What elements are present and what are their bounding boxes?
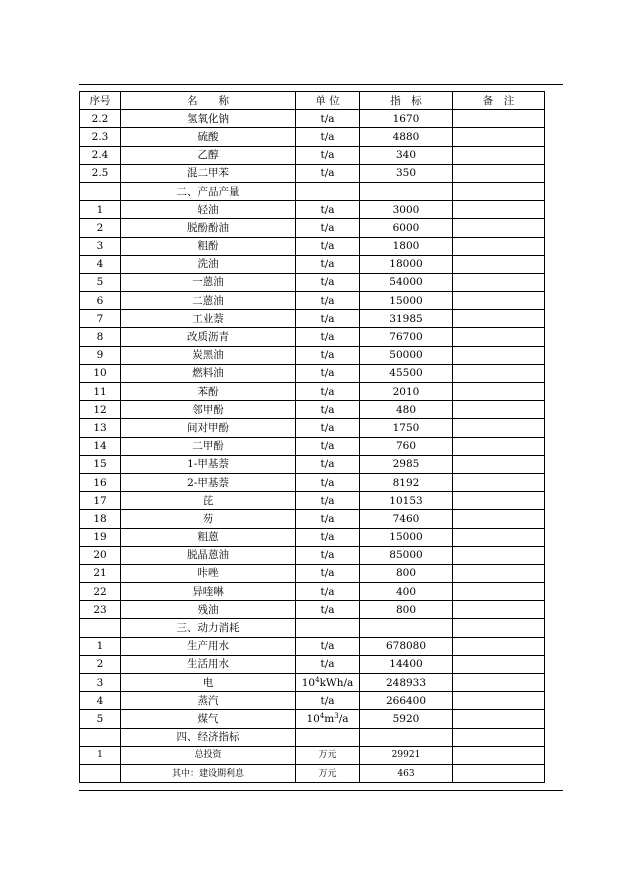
cell-value: 678080 — [360, 637, 453, 655]
cell-no — [80, 182, 121, 200]
table-row — [80, 492, 545, 510]
header-unit: 单 位 — [296, 92, 360, 110]
cell-no: 7 — [80, 310, 121, 328]
cell-note — [453, 255, 545, 273]
cell-no: 2.2 — [80, 110, 121, 128]
cell-name: 异喹啉 — [121, 583, 296, 601]
cell-note — [453, 383, 545, 401]
cell-unit: t/a — [296, 655, 360, 673]
cell-unit — [296, 182, 360, 200]
table-row — [80, 437, 545, 455]
cell-no: 22 — [80, 583, 121, 601]
indicator-table — [79, 91, 545, 783]
cell-no: 23 — [80, 601, 121, 619]
cell-name: 二、产品产量 — [121, 182, 296, 200]
table-row — [80, 655, 545, 673]
cell-no: 1 — [80, 201, 121, 219]
cell-unit: t/a — [296, 473, 360, 491]
cell-note — [453, 528, 545, 546]
header-name: 名 称 — [121, 92, 296, 110]
cell-name: 脱晶蒽油 — [121, 546, 296, 564]
cell-value: 31985 — [360, 310, 453, 328]
cell-unit: t/a — [296, 346, 360, 364]
cell-no: 17 — [80, 492, 121, 510]
table-row — [80, 201, 545, 219]
table-row — [80, 383, 545, 401]
cell-name: 氢氧化钠 — [121, 110, 296, 128]
cell-value: 50000 — [360, 346, 453, 364]
cell-note — [453, 728, 545, 746]
cell-note — [453, 437, 545, 455]
unit-unit-suffix: kWh/a — [319, 676, 354, 689]
cell-name: 二甲酚 — [121, 437, 296, 455]
cell-name: 燃料油 — [121, 364, 296, 382]
cell-unit: t/a — [296, 237, 360, 255]
table-row — [80, 110, 545, 128]
cell-name: 生活用水 — [121, 655, 296, 673]
table-row — [80, 182, 545, 200]
cell-note — [453, 219, 545, 237]
cell-no: 16 — [80, 473, 121, 491]
table-row — [80, 764, 545, 782]
cell-note — [453, 546, 545, 564]
cell-unit — [296, 619, 360, 637]
cell-note — [453, 182, 545, 200]
cell-value: 3000 — [360, 201, 453, 219]
cell-no: 1 — [80, 637, 121, 655]
cell-no: 5 — [80, 273, 121, 291]
cell-note — [453, 492, 545, 510]
cell-name: 芘 — [121, 492, 296, 510]
cell-name: 总投资 — [121, 746, 296, 764]
cell-note — [453, 655, 545, 673]
cell-note — [453, 473, 545, 491]
cell-value: 760 — [360, 437, 453, 455]
cell-note — [453, 292, 545, 310]
cell-value: 463 — [360, 764, 453, 782]
table-row — [80, 455, 545, 473]
cell-unit: 万元 — [296, 746, 360, 764]
cell-no: 1 — [80, 746, 121, 764]
cell-value: 400 — [360, 583, 453, 601]
cell-name: 煤气 — [121, 710, 296, 728]
cell-value: 85000 — [360, 546, 453, 564]
cell-name: 炭黑油 — [121, 346, 296, 364]
cell-unit: t/a — [296, 546, 360, 564]
cell-value: 7460 — [360, 510, 453, 528]
cell-unit — [296, 710, 360, 728]
cell-name: 洗油 — [121, 255, 296, 273]
table-row — [80, 510, 545, 528]
cell-unit: t/a — [296, 528, 360, 546]
cell-name: 生产用水 — [121, 637, 296, 655]
cell-value: 800 — [360, 564, 453, 582]
cell-unit: t/a — [296, 401, 360, 419]
cell-value: 15000 — [360, 292, 453, 310]
cell-unit: t/a — [296, 492, 360, 510]
cell-no: 3 — [80, 674, 121, 692]
cell-note — [453, 128, 545, 146]
cell-value: 29921 — [360, 746, 453, 764]
cell-unit: t/a — [296, 110, 360, 128]
cell-name: 蒸汽 — [121, 692, 296, 710]
table-row — [80, 164, 545, 182]
cell-value: 340 — [360, 146, 453, 164]
cell-value: 2010 — [360, 383, 453, 401]
cell-note — [453, 201, 545, 219]
cell-name: 四、经济指标 — [121, 728, 296, 746]
table-row — [80, 146, 545, 164]
cell-no: 11 — [80, 383, 121, 401]
cell-no: 8 — [80, 328, 121, 346]
cell-note — [453, 455, 545, 473]
cell-name: 二蒽油 — [121, 292, 296, 310]
cell-name: 乙醇 — [121, 146, 296, 164]
cell-value — [360, 619, 453, 637]
unit-unit-sup: 4 — [315, 675, 320, 684]
cell-name: 电 — [121, 674, 296, 692]
cell-name: 粗蒽 — [121, 528, 296, 546]
cell-no: 2 — [80, 219, 121, 237]
header-value: 指 标 — [360, 92, 453, 110]
table-row — [80, 255, 545, 273]
table-row — [80, 364, 545, 382]
table-row — [80, 528, 545, 546]
table-row — [80, 746, 545, 764]
cell-name: 苯酚 — [121, 383, 296, 401]
cell-note — [453, 692, 545, 710]
cell-unit — [296, 674, 360, 692]
table-row — [80, 219, 545, 237]
cell-no: 13 — [80, 419, 121, 437]
table-row — [80, 346, 545, 364]
table-row — [80, 292, 545, 310]
table-row — [80, 601, 545, 619]
cell-note — [453, 146, 545, 164]
cell-unit: t/a — [296, 692, 360, 710]
cell-value: 10153 — [360, 492, 453, 510]
cell-note — [453, 583, 545, 601]
cell-unit: t/a — [296, 328, 360, 346]
cell-name: 工业萘 — [121, 310, 296, 328]
cell-no: 10 — [80, 364, 121, 382]
cell-name: 混二甲苯 — [121, 164, 296, 182]
cell-unit: t/a — [296, 637, 360, 655]
cell-no: 14 — [80, 437, 121, 455]
cell-no: 9 — [80, 346, 121, 364]
table-row — [80, 310, 545, 328]
unit-unit-sup: 4 — [319, 711, 325, 720]
cell-name: 1-甲基萘 — [121, 455, 296, 473]
cell-name: 间对甲酚 — [121, 419, 296, 437]
cell-name: 残油 — [121, 601, 296, 619]
cell-value: 5920 — [360, 710, 453, 728]
cell-note — [453, 710, 545, 728]
table-row — [80, 237, 545, 255]
cell-name: 轻油 — [121, 201, 296, 219]
cell-note — [453, 419, 545, 437]
cell-note — [453, 637, 545, 655]
unit-unit-suffix: /a — [338, 712, 349, 725]
cell-name: 一蒽油 — [121, 273, 296, 291]
table-row — [80, 473, 545, 491]
table-row — [80, 710, 545, 728]
table-row — [80, 692, 545, 710]
cell-value: 266400 — [360, 692, 453, 710]
cell-value: 45500 — [360, 364, 453, 382]
cell-unit: t/a — [296, 219, 360, 237]
cell-note — [453, 110, 545, 128]
cell-value: 15000 — [360, 528, 453, 546]
unit-unit-base: 10 — [306, 712, 320, 725]
cell-value — [360, 182, 453, 200]
cell-value: 4880 — [360, 128, 453, 146]
cell-note — [453, 364, 545, 382]
cell-unit: t/a — [296, 383, 360, 401]
cell-name: 邻甲酚 — [121, 401, 296, 419]
cell-value: 480 — [360, 401, 453, 419]
footer-rule — [79, 790, 563, 791]
cell-note — [453, 746, 545, 764]
cell-unit: t/a — [296, 419, 360, 437]
cell-unit: t/a — [296, 310, 360, 328]
cell-value: 350 — [360, 164, 453, 182]
cell-unit: t/a — [296, 583, 360, 601]
cell-name: 三、动力消耗 — [121, 619, 296, 637]
cell-value: 6000 — [360, 219, 453, 237]
cell-note — [453, 164, 545, 182]
cell-value: 1670 — [360, 110, 453, 128]
cell-unit: t/a — [296, 455, 360, 473]
cell-note — [453, 564, 545, 582]
cell-note — [453, 619, 545, 637]
cell-unit: t/a — [296, 255, 360, 273]
cell-note — [453, 401, 545, 419]
cell-no: 21 — [80, 564, 121, 582]
cell-name: 咔唑 — [121, 564, 296, 582]
cell-note — [453, 346, 545, 364]
cell-unit: t/a — [296, 601, 360, 619]
table-row — [80, 328, 545, 346]
table-row — [80, 273, 545, 291]
cell-value: 8192 — [360, 473, 453, 491]
cell-unit: t/a — [296, 364, 360, 382]
table-row — [80, 619, 545, 637]
cell-note — [453, 237, 545, 255]
cell-value: 76700 — [360, 328, 453, 346]
cell-name: 硫酸 — [121, 128, 296, 146]
cell-no: 2.3 — [80, 128, 121, 146]
cell-name: 2-甲基萘 — [121, 473, 296, 491]
cell-name: 脱酚酚油 — [121, 219, 296, 237]
cell-value: 1750 — [360, 419, 453, 437]
cell-value: 54000 — [360, 273, 453, 291]
cell-value: 2985 — [360, 455, 453, 473]
cell-note — [453, 273, 545, 291]
cell-name: 改质沥青 — [121, 328, 296, 346]
header-rule — [79, 84, 563, 85]
cell-no — [80, 764, 121, 782]
cell-no: 4 — [80, 692, 121, 710]
cell-unit: t/a — [296, 164, 360, 182]
cell-no: 6 — [80, 292, 121, 310]
unit-unit-sup2: 3 — [334, 711, 339, 720]
cell-no: 15 — [80, 455, 121, 473]
cell-value: 1800 — [360, 237, 453, 255]
cell-unit: t/a — [296, 292, 360, 310]
cell-unit: 万元 — [296, 764, 360, 782]
table-row — [80, 546, 545, 564]
cell-no — [80, 619, 121, 637]
cell-unit: t/a — [296, 564, 360, 582]
cell-no: 4 — [80, 255, 121, 273]
cell-unit: t/a — [296, 201, 360, 219]
cell-unit: t/a — [296, 146, 360, 164]
table-row — [80, 128, 545, 146]
cell-note — [453, 674, 545, 692]
cell-note — [453, 310, 545, 328]
cell-name: 其中：建设期利息 — [121, 764, 296, 782]
cell-value: 14400 — [360, 655, 453, 673]
cell-value: 800 — [360, 601, 453, 619]
cell-note — [453, 510, 545, 528]
unit-unit-base: 10 — [301, 676, 316, 689]
cell-no: 20 — [80, 546, 121, 564]
table-header-row — [80, 92, 545, 110]
cell-unit: t/a — [296, 437, 360, 455]
cell-note — [453, 601, 545, 619]
cell-no: 19 — [80, 528, 121, 546]
cell-unit: t/a — [296, 510, 360, 528]
table-row — [80, 419, 545, 437]
table-row — [80, 564, 545, 582]
header-note: 备 注 — [453, 92, 545, 110]
unit-unit-mid: m — [324, 712, 335, 725]
table-row — [80, 637, 545, 655]
cell-no: 2.4 — [80, 146, 121, 164]
cell-note — [453, 764, 545, 782]
cell-no: 2.5 — [80, 164, 121, 182]
cell-value — [360, 728, 453, 746]
cell-note — [453, 328, 545, 346]
table-row — [80, 583, 545, 601]
cell-no: 2 — [80, 655, 121, 673]
table-row — [80, 728, 545, 746]
cell-unit — [296, 728, 360, 746]
cell-value: 248933 — [360, 674, 453, 692]
cell-no: 5 — [80, 710, 121, 728]
header-no: 序号 — [80, 92, 121, 110]
cell-name: 芴 — [121, 510, 296, 528]
cell-no: 18 — [80, 510, 121, 528]
cell-no: 3 — [80, 237, 121, 255]
cell-no: 12 — [80, 401, 121, 419]
table-row — [80, 401, 545, 419]
table-row — [80, 674, 545, 692]
cell-no — [80, 728, 121, 746]
cell-unit: t/a — [296, 128, 360, 146]
cell-name: 粗酚 — [121, 237, 296, 255]
cell-value: 18000 — [360, 255, 453, 273]
cell-unit: t/a — [296, 273, 360, 291]
